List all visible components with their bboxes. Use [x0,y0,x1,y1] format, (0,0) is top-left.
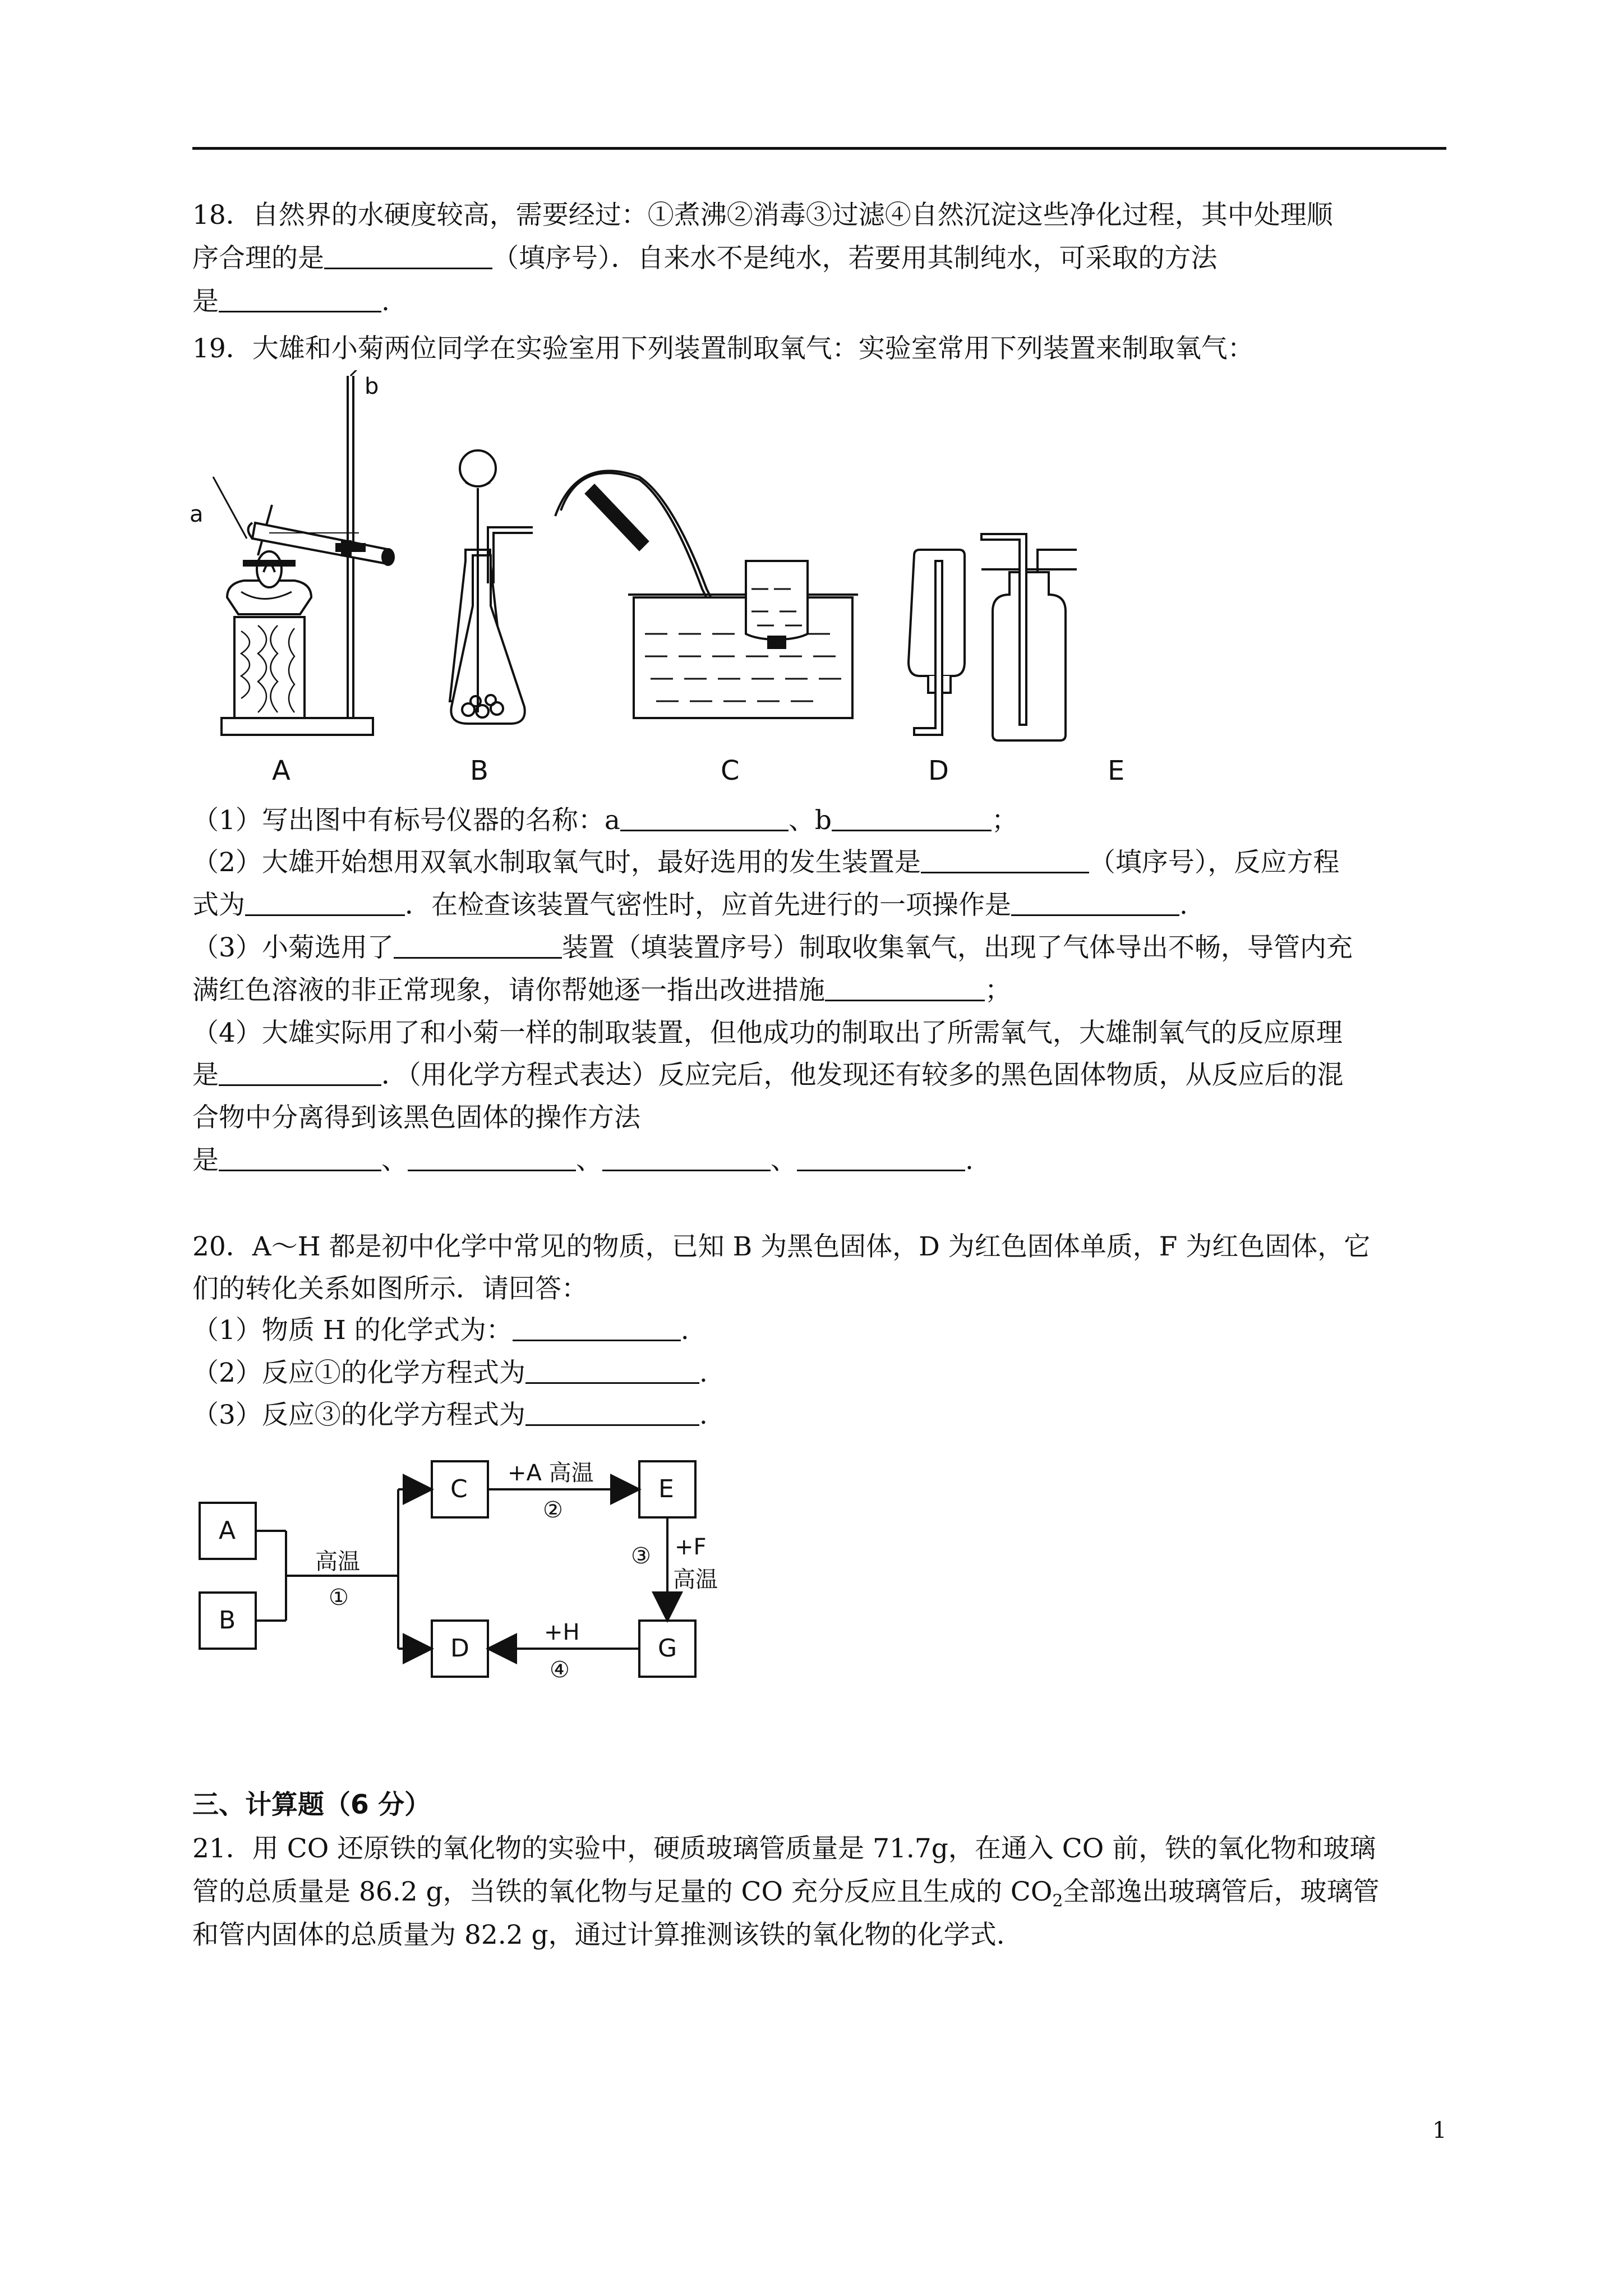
q19-part-2-line-2: 式为 ．在检查该装置气密性时，应首先进行的一项操作是 . [192,890,1188,921]
q20-part-3: （3）反应③的化学方程式为 . [192,1400,708,1430]
section-3-heading: 三、计算题（6 分） [192,1789,431,1820]
step-2: ② [543,1497,563,1523]
q19-blank-equation[interactable] [245,890,405,916]
flow-label-e: E [658,1475,674,1503]
q19-blank-principle[interactable] [219,1060,381,1086]
q19-blank-device[interactable] [394,932,562,959]
page-number: 1 [1432,2118,1447,2143]
q20-blank-reaction-1[interactable] [525,1358,699,1384]
cond-4: +H [544,1619,580,1645]
caption-e: E [1108,755,1125,786]
q20-blank-h[interactable] [513,1315,681,1341]
step-1: ① [329,1585,349,1611]
q21-line-3: 和管内固体的总质量为 82.2 g，通过计算推测该铁的氧化物的化学式. [192,1920,1005,1950]
caption-b: B [470,755,488,786]
q19-blank-step-2[interactable] [408,1145,576,1171]
q19-part-4-line-2: 是 ．（用化学方程式表达）反应完后，他发现还有较多的黑色固体物质，从反应后的混 [192,1060,1344,1091]
q19-blank-b[interactable] [832,805,992,831]
label-b: b [365,374,379,399]
apparatus-figure [185,370,1195,797]
q19-part-4-line-1: （4）大雄实际用了和小菊一样的制取装置，但他成功的制取出了所需氧气，大雄制氧气的反应原理 [192,1018,1343,1048]
q19-intro: 19．大雄和小菊两位同学在实验室用下列装置制取氧气：实验室常用下列装置来制取氧气： [192,333,1254,364]
q18-line-3: 是 . [192,286,390,317]
cond-1: 高温 [315,1549,360,1575]
q20-part-1: （1）物质 H 的化学式为： . [192,1315,689,1346]
q19-blank-step-4[interactable] [797,1145,965,1171]
header-rule [192,147,1446,150]
step-4: ④ [550,1657,570,1683]
q18-answer-blank-order[interactable] [324,243,492,269]
flow-label-b: B [219,1606,236,1635]
apparatus-a [213,370,394,735]
apparatus-c [555,471,858,718]
q19-blank-a[interactable] [620,805,789,831]
q18-line-1: 18．自然界的水硬度较高，需要经过：①煮沸②消毒③过滤④自然沉淀这些净化过程，其中处理顺 [192,200,1333,231]
caption-a: A [272,755,291,786]
q19-blank-operation[interactable] [1011,890,1179,916]
q19-blank-generator[interactable] [921,847,1089,873]
q19-blank-step-1[interactable] [219,1145,381,1171]
q19-part-3-line-2: 满红色溶液的非正常现象，请你帮她逐一指出改进措施 ； [192,975,1011,1006]
q19-blank-improvement[interactable] [825,975,985,1001]
q19-part-4-line-4: 是 、 、 、 . [192,1145,974,1176]
q20-line-1: 20．A～H 都是初中化学中常见的物质，已知 B 为黑色固体，D 为红色固体单质，F 为红色固体，它 [192,1231,1371,1262]
apparatus-d [909,550,965,735]
q19-part-2-line-1: （2）大雄开始想用双氧水制取氧气时，最好选用的发生装置是 （填序号），反应方程 [192,847,1340,878]
q19-part-3-line-1: （3）小菊选用了 装置（填装置序号）制取收集氧气，出现了气体导出不畅，导管内充 [192,932,1353,963]
q18-answer-blank-method[interactable] [219,286,381,312]
q18-line-2: 序合理的是 （填序号）．自来水不是纯水，若要用其制纯水，可采取的方法 [192,243,1218,274]
apparatus-b [450,450,533,724]
step-3: ③ [631,1543,651,1569]
caption-c: C [721,755,740,786]
flow-label-g: G [658,1634,677,1663]
cond-2: +A 高温 [508,1460,594,1486]
flow-label-a: A [219,1516,236,1545]
q19-part-4-line-3: 合物中分离得到该黑色固体的操作方法 [192,1102,640,1133]
q20-blank-reaction-3[interactable] [525,1400,699,1426]
q21-line-2: 管的总质量是 86.2 g，当铁的氧化物与足量的 CO 充分反应且生成的 $CO_2$全部逸出玻璃管后，玻璃管 [192,1876,1380,1911]
cond-3b: 高温 [673,1567,718,1593]
flow-label-c: C [450,1475,468,1503]
label-a: a [190,501,204,527]
cond-3a: +F [675,1534,707,1560]
q19-part-1: （1）写出图中有标号仪器的名称：a 、b ； [192,805,1018,836]
q19-blank-step-3[interactable] [602,1145,771,1171]
q21-line-1: 21．用 CO 还原铁的氧化物的实验中，硬质玻璃管质量是 71.7g，在通入 CO 前，铁的氧化物和玻璃 [192,1833,1376,1864]
q20-part-2: （2）反应①的化学方程式为 . [192,1358,708,1388]
apparatus-e [981,534,1077,740]
q20-line-2: 们的转化关系如图所示．请回答： [192,1273,588,1304]
flow-label-d: D [450,1634,469,1663]
caption-d: D [928,755,949,786]
flowchart [191,1444,763,1691]
